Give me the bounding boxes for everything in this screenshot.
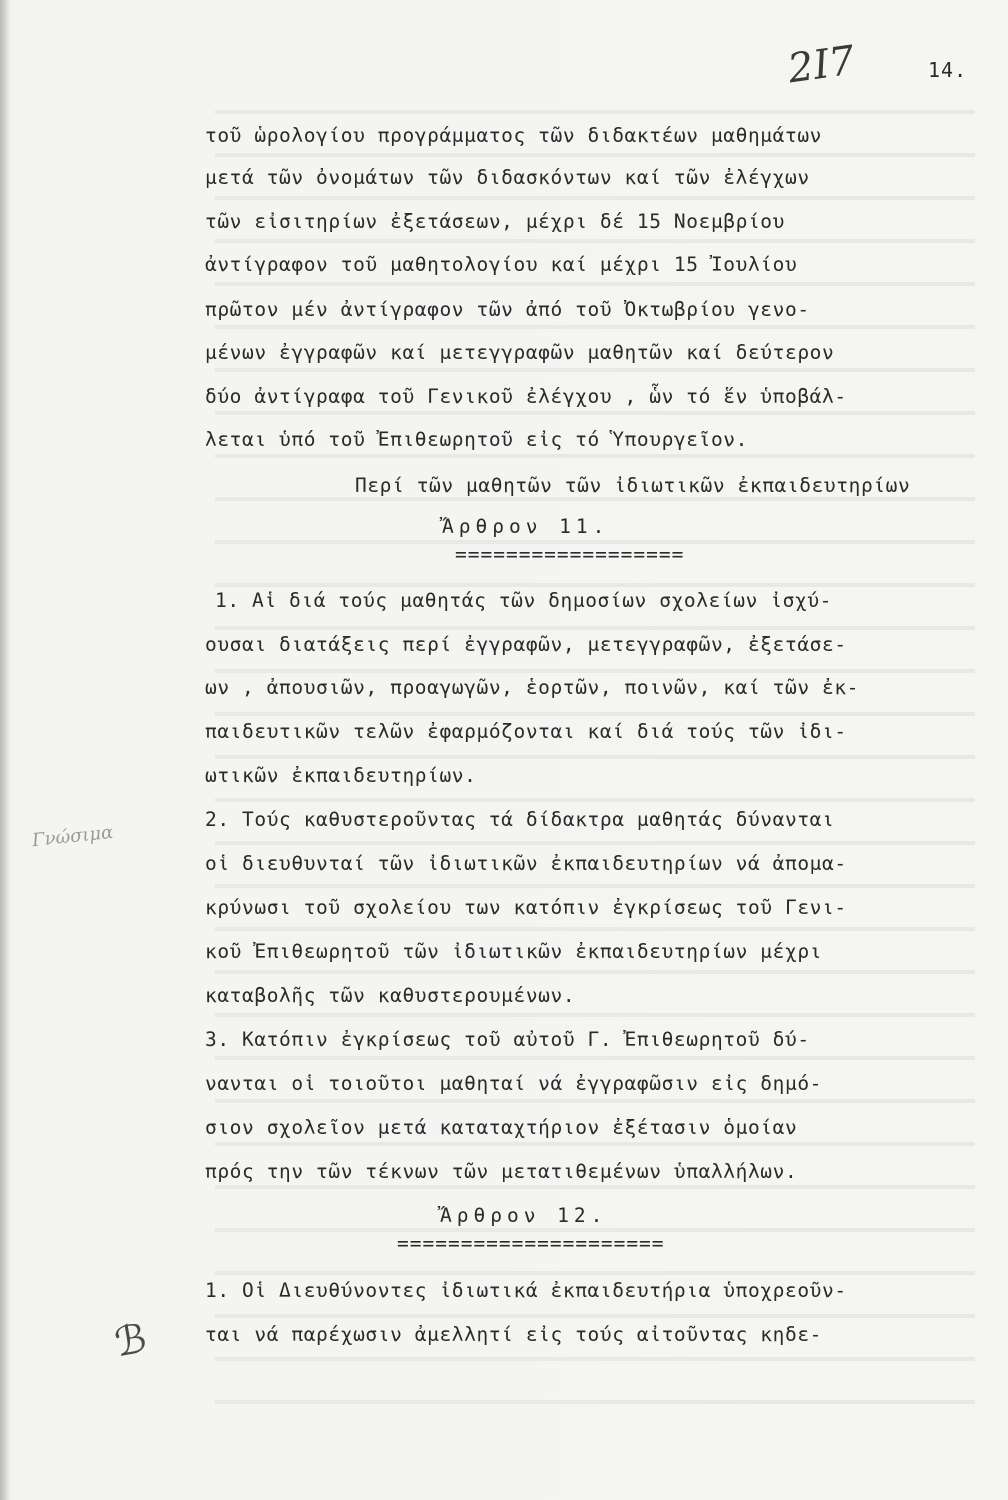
typed-page-number: 14. <box>928 58 968 82</box>
article-12-line: 1. Οἱ Διευθύνοντες ἰδιωτικά ἐκπαιδευτήρια ὑποχρεοῦν- <box>205 1279 847 1302</box>
body-line: μετά τῶν ὀνομάτων τῶν διδασκόντων καί τῶν ἐλέγχων <box>205 166 810 189</box>
article-11-line: σιον σχολεῖον μετά καταταχτήριον ἐξέτασιν ὁμοίαν <box>205 1116 798 1139</box>
article-11-line: κοῦ Ἐπιθεωρητοῦ τῶν ἰδιωτικῶν ἐκπαιδευτηρίων μέχρι <box>205 940 822 963</box>
article-11-line: ων , ἀπουσιῶν, προαγωγῶν, ἑορτῶν, ποινῶν, καί τῶν ἐκ- <box>205 676 860 699</box>
body-line: τοῦ ὡρολογίου προγράμματος τῶν διδακτέων μαθημάτων <box>205 124 822 147</box>
article-12-divider: ===================== <box>397 1232 665 1255</box>
article-11-divider: ================== <box>455 543 685 566</box>
body-line: ἀντίγραφον τοῦ μαθητολογίου καί μέχρι 15 Ἰουλίου <box>205 253 798 276</box>
article-11-title: Ἄρθρον 11. <box>442 515 610 538</box>
margin-handwritten-symbol: ℬ <box>111 1315 151 1367</box>
article-12-title: Ἄρθρον 12. <box>440 1204 608 1227</box>
handwritten-page-number: 2Ι7 <box>785 37 858 93</box>
article-11-line: παιδευτικῶν τελῶν ἐφαρμόζονται καί διά τούς τῶν ἰδι- <box>205 720 847 743</box>
article-11-line: καταβολῆς τῶν καθυστερουμένων. <box>205 984 576 1007</box>
margin-handwritten-note: Γνώσιμα <box>31 821 115 852</box>
body-line: πρῶτον μέν ἀντίγραφον τῶν ἀπό τοῦ Ὀκτωβρίου γενο- <box>205 298 810 321</box>
body-line: δύο ἀντίγραφα τοῦ Γενικοῦ ἐλέγχου , ὧν τό ἕν ὑποβάλ- <box>205 385 847 408</box>
article-11-line: ωτικῶν ἐκπαιδευτηρίων. <box>205 764 477 787</box>
article-11-line: νανται οἱ τοιοῦτοι μαθηταί νά ἐγγραφῶσιν εἰς δημό- <box>205 1072 822 1095</box>
article-11-line: 3. Κατόπιν ἐγκρίσεως τοῦ αὐτοῦ Γ. Ἐπιθεωρητοῦ δύ- <box>205 1028 810 1051</box>
article-11-line: ουσαι διατάξεις περί ἐγγραφῶν, μετεγγραφῶν, ἐξετάσε- <box>205 633 847 656</box>
article-11-line: 1. Αἱ διά τούς μαθητάς τῶν δημοσίων σχολείων ἰσχύ- <box>215 589 832 612</box>
section-heading: Περί τῶν μαθητῶν τῶν ἰδιωτικῶν ἐκπαιδευτηρίων <box>355 474 911 497</box>
body-line: τῶν εἰσιτηρίων ἐξετάσεων, μέχρι δέ 15 Νοεμβρίου <box>205 210 785 233</box>
article-11-line: οἱ διευθυνταί τῶν ἰδιωτικῶν ἐκπαιδευτηρίων νά ἀπομα- <box>205 852 847 875</box>
article-11-line: κρύνωσι τοῦ σχολείου των κατόπιν ἐγκρίσεως τοῦ Γενι- <box>205 896 847 919</box>
page-edge-shadow <box>0 0 10 1500</box>
article-11-line: 2. Τούς καθυστεροῦντας τά δίδακτρα μαθητάς δύνανται <box>205 808 835 831</box>
body-line: μένων ἐγγραφῶν καί μετεγγραφῶν μαθητῶν καί δεύτερον <box>205 341 835 364</box>
article-11-line: πρός την τῶν τέκνων τῶν μετατιθεμένων ὑπαλλήλων. <box>205 1160 798 1183</box>
article-12-line: ται νά παρέχωσιν ἀμελλητί εἰς τούς αἰτοῦντας κηδε- <box>205 1323 822 1346</box>
body-line: λεται ὑπό τοῦ Ἐπιθεωρητοῦ εἰς τό Ὑπουργεῖον. <box>205 428 748 451</box>
